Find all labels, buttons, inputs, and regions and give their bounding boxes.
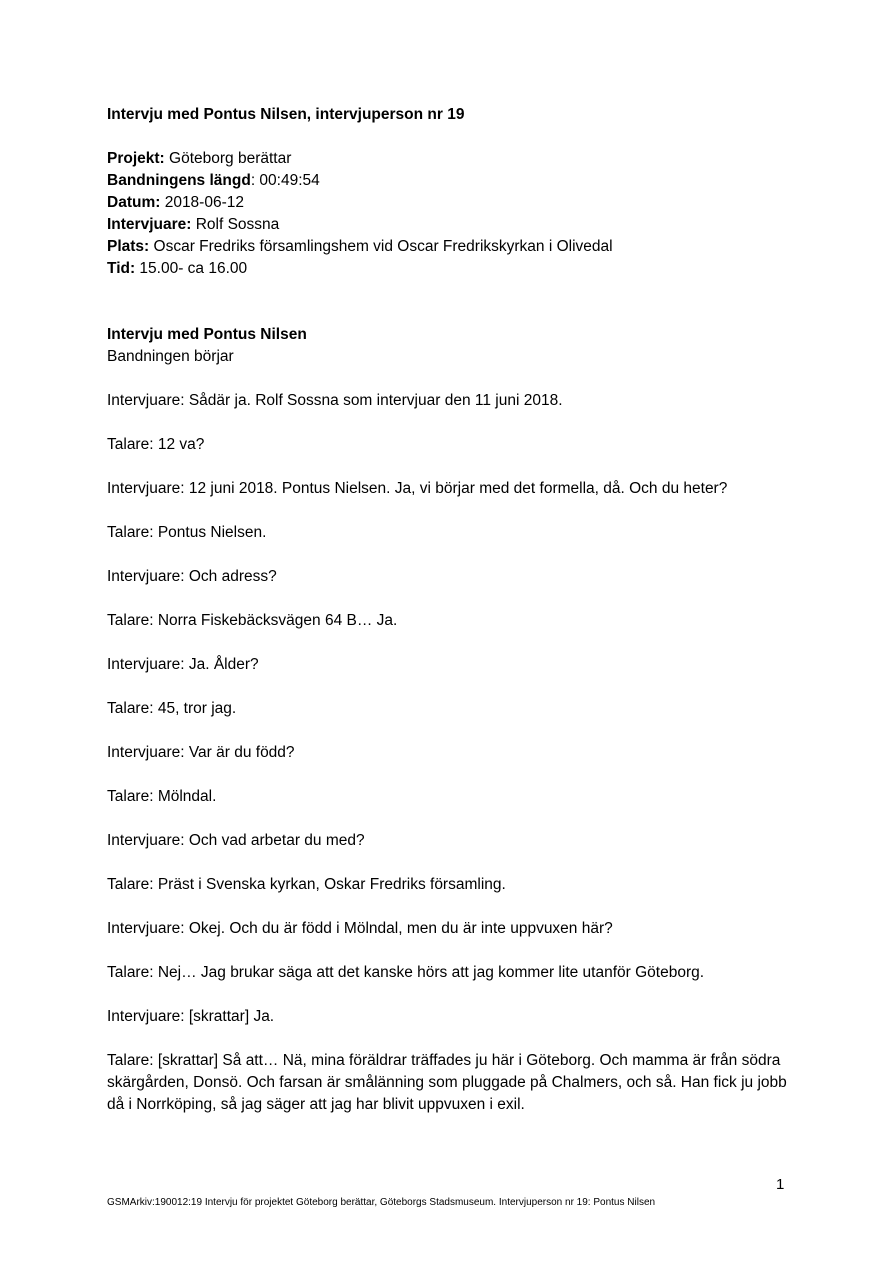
- page-number: 1: [776, 1176, 785, 1193]
- metadata-project: [107, 148, 797, 170]
- transcript-paragraph: Intervjuare: Var är du född?: [107, 744, 295, 761]
- transcript-paragraph: Talare: Mölndal.: [107, 788, 217, 805]
- transcript-paragraph: Intervjuare: Sådär ja. Rolf Sossna som intervjuar den 11 juni 2018.: [107, 392, 563, 409]
- section-title: Intervju med Pontus Nilsen: [107, 326, 307, 343]
- metadata-label: Datum:: [107, 194, 161, 211]
- metadata-place: [107, 236, 797, 258]
- metadata-block: [107, 148, 797, 280]
- transcript-paragraph: Talare: Norra Fiskebäcksvägen 64 B… Ja.: [107, 612, 398, 629]
- transcript-paragraph: Talare: 45, tror jag.: [107, 700, 237, 717]
- metadata-value: 2018-06-12: [160, 194, 244, 211]
- page-footer: GSMArkiv:190012:19 Intervju för projektet Göteborg berättar, Göteborgs Stadsmuseum. Intervjuperson nr 19: Pontus Nilsen: [107, 1197, 656, 1208]
- transcript-paragraph: Intervjuare: Ja. Ålder?: [107, 656, 259, 673]
- metadata-date: [107, 192, 797, 214]
- spacer: [107, 280, 797, 324]
- transcript-paragraph: Intervjuare: Och vad arbetar du med?: [107, 832, 365, 849]
- transcript-paragraph: Intervjuare: [skrattar] Ja.: [107, 1008, 275, 1025]
- transcript: [107, 390, 797, 1116]
- metadata-interviewer: [107, 214, 797, 236]
- metadata-label: Intervjuare:: [107, 216, 192, 233]
- document-body: [107, 104, 797, 1138]
- transcript-paragraph: Talare: Nej… Jag brukar säga att det kanske hörs att jag kommer lite utanför Göteborg.: [107, 964, 705, 981]
- metadata-value: Rolf Sossna: [191, 216, 280, 233]
- transcript-paragraph: Intervjuare: Okej. Och du är född i Mölndal, men du är inte uppvuxen här?: [107, 920, 613, 937]
- transcript-paragraph: Talare: Präst i Svenska kyrkan, Oskar Fredriks församling.: [107, 876, 506, 893]
- metadata-label: Bandningens längd: [107, 172, 251, 189]
- metadata-label: Plats:: [107, 238, 150, 255]
- metadata-time: [107, 258, 797, 280]
- transcript-paragraph: Talare: [skrattar] Så att… Nä, mina föräldrar träffades ju här i Göteborg. Och mamma är från södra skärgården, Donsö. Och farsan är smålänning som pluggade på Chalmers, och så. Han fick ju jobb då i Norrköping, så jag säger att jag har blivit uppvuxen i exil.: [107, 1052, 787, 1113]
- transcript-paragraph: Intervjuare: 12 juni 2018. Pontus Nielsen. Ja, vi börjar med det formella, då. Och du heter?: [107, 480, 728, 497]
- transcript-paragraph: Intervjuare: Och adress?: [107, 568, 277, 585]
- metadata-value: 15.00- ca 16.00: [135, 260, 248, 277]
- metadata-label: Projekt:: [107, 150, 165, 167]
- metadata-value: : 00:49:54: [250, 172, 320, 189]
- transcript-paragraph: Talare: Pontus Nielsen.: [107, 524, 267, 541]
- metadata-value: Göteborg berättar: [164, 150, 292, 167]
- metadata-duration: [107, 170, 797, 192]
- transcript-paragraph: Talare: 12 va?: [107, 436, 205, 453]
- metadata-label: Tid:: [107, 260, 136, 277]
- section-subtitle: Bandningen börjar: [107, 348, 234, 365]
- document-title: Intervju med Pontus Nilsen, intervjuperson nr 19: [107, 106, 465, 123]
- metadata-value: Oscar Fredriks församlingshem vid Oscar Fredrikskyrkan i Olivedal: [149, 238, 613, 255]
